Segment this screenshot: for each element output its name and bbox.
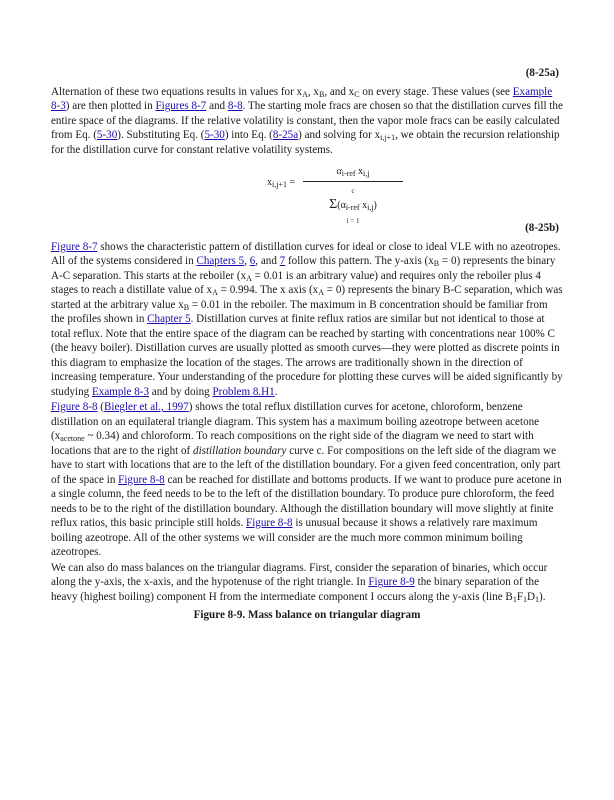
link-figure-8-9[interactable]: Figure 8-9 (368, 576, 415, 588)
link-figure-8-8-b[interactable]: Figure 8-8 (51, 401, 98, 413)
paragraph-4: We can also do mass balances on the triangular diagrams. First, consider the separation of binaries, which occur along the y-axis, the x-axis, and the hypotenuse of the right triangle. In Figure 8-9 the binary separation of the heavy (highest boiling) component H from the intermediate component I occurs along the y-axis (line $B_1F_1D_1$). (51, 561, 548, 604)
link-problem-8-h1[interactable]: Problem 8.H1 (212, 385, 275, 398)
link-example-8-3[interactable]: Example 8-3 (51, 85, 553, 112)
paragraph-1: Alternation of these two equations results in values for $x_A$, $x_B$, and $x_C$ on every stage. These values (see Example 8-3) are then plotted in Figures 8-7 and 8-8. The starting mole fracs are chosen so that the distillation curves fill the entire space of the diagrams. If the relative volatility is constant, then the vapor mole fracs can be easily calculated from Eq. (5-30). Substituting Eq. (5-30) into Eq. (8-25a) and solving for $x_{i,j+1}$, we obtain the recursion relationship for the distillation curve for constant relative volatility systems. (51, 85, 563, 156)
fraction-bar (303, 181, 403, 182)
link-example-8-3-b[interactable]: Example 8-3 (92, 385, 149, 398)
recursion-formula: $x_{i,j+1}$ = $\alpha_{i-ref}$ $x_{i,j}$ c $\Sigma(\alpha_{i-ref}$ $x_{i,j}$) i = 1 (267, 165, 563, 213)
link-eq-8-25a[interactable]: 8-25a (272, 129, 299, 141)
link-figures-8-7[interactable]: Figures 8-7 (155, 100, 207, 112)
link-figure-8-8[interactable]: 8-8 (227, 100, 243, 112)
link-eq-5-30[interactable]: 5-30 (96, 129, 118, 141)
link-figure-8-7[interactable]: Figure 8-7 (51, 240, 98, 253)
paragraph-2: Figure 8-7 shows the characteristic pattern of distillation curves for ideal or close to ideal VLE with no azeotropes. All of the systems considered in Chapters 5, 6, and 7 follow this pattern. The y-axis $(x_B = 0)$ represents the binary A-C separation. This starts at the reboiler ($x_A = 0.01$ is an arbitrary value) and requires only the reboiler plus 4 stages to reach a distillate value of $x_A = 0.994$. The x axis $(x_A = 0)$ represents the binary B-C separation, which was started at the arbitrary value $x_B = 0.01$ in the reboiler. The maximum in B concentration should be familiar from the profiles shown in Chapter 5. Distillation curves at finite reflux ratios are similar but not identical to those at total reflux. Note that the entire space of the diagram can be reached by starting with concentrations near 100% C (the heavy boiler). Distillation curves are usually plotted as smooth curves—they were plotted as discrete points in this diagram to emphasize the location of the stages. The arrows are traditionally shown in the direction of increasing temperature. Your understanding of the procedure for plotting these curves will be aided significantly by studying Example 8-3 and by doing Problem 8.H1. (51, 240, 563, 398)
link-figure-8-8-c[interactable]: Figure 8-8 (118, 473, 165, 486)
link-chapters-5[interactable]: Chapters 5 (196, 255, 245, 267)
link-biegler-1997[interactable]: Biegler et al., 1997 (104, 401, 189, 413)
link-eq-5-30-second[interactable]: 5-30 (204, 129, 225, 141)
equation-number-8-25a: (8-25a) (525, 67, 559, 79)
link-figure-8-8-d[interactable]: Figure 8-8 (246, 517, 293, 529)
link-chapter-6[interactable]: 6 (249, 255, 256, 267)
link-chapter-5[interactable]: Chapter 5 (147, 313, 191, 325)
link-chapter-7[interactable]: 7 (279, 255, 286, 267)
equation-number-8-25b: (8-25b) (525, 222, 559, 234)
paragraph-3: Figure 8-8 (Biegler et al., 1997) shows the total reflux distillation curves for acetone, chloroform, benzene distillation on an equilateral triangle diagram. This system has a maximum boiling azeotrope between acetone ($x_{acetone}$ ~ 0.34) and chloroform. To reach compositions on the right side of the diagram we need to start with locations that are to the right of distillation boundary curve c. For compositions on the left side of the diagram we have to start with locations that are to the left of the distillation boundary. For a given feed concentration, only part of the space in Figure 8-8 can be reached for distillate and bottoms products. If we want to produce pure acetone in a single column, the feed needs to be to the left of the distillation boundary. To produce pure chloroform, the feed needs to be to the right of the distillation boundary. Although the distillation boundary will move slightly at finite reflux ratios, this basic principle still holds. Figure 8-8 is unusual because it shows a relatively rare maximum boiling azeotrope. All of the other systems we will consider are the much more common minimum boiling azeotropes. (51, 401, 562, 558)
figure-caption: Figure 8-9. Mass balance on triangular diagram (193, 609, 421, 621)
